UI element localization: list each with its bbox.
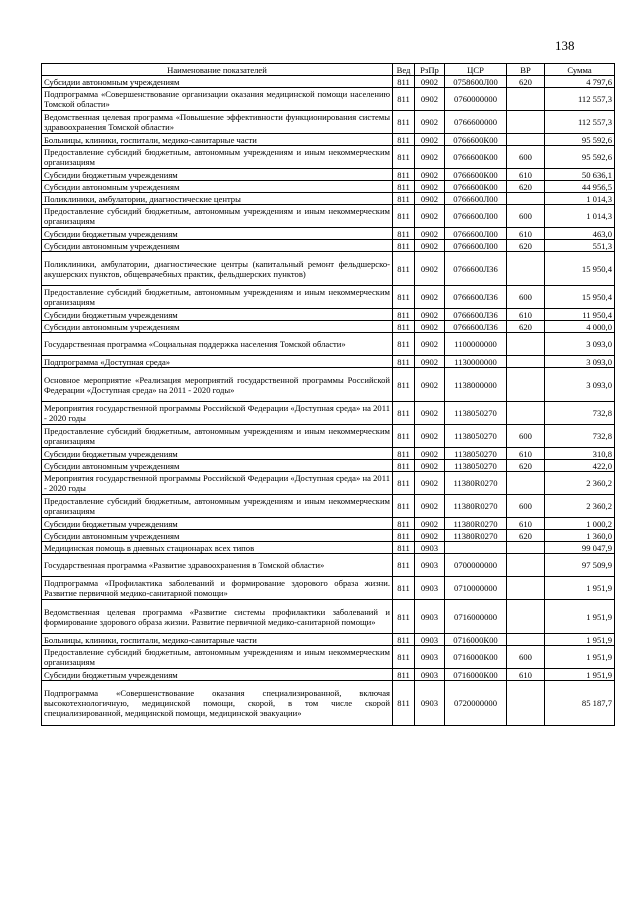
row-ved: 811: [393, 368, 415, 402]
row-sum: 3 093,0: [545, 356, 615, 368]
row-rzpr: 0903: [415, 681, 445, 726]
row-vr: [507, 577, 545, 600]
row-vr: 620: [507, 321, 545, 333]
row-rzpr: 0902: [415, 111, 445, 134]
row-name: Больницы, клиники, госпитали, медико-санитарные части: [42, 134, 393, 146]
row-sum: 15 950,4: [545, 286, 615, 309]
row-name: Подпрограмма «Совершенствование оказания специализированной, включая высокотехнологичную, медицинской помощи, скорой, в том числе скорой специализированной, медицинской помощи, медицинской эвакуации»: [42, 681, 393, 726]
row-name: Субсидии бюджетным учреждениям: [42, 169, 393, 181]
row-ved: 811: [393, 495, 415, 518]
row-rzpr: 0902: [415, 495, 445, 518]
row-vr: 620: [507, 240, 545, 252]
row-sum: 99 047,9: [545, 542, 615, 554]
row-name: Подпрограмма «Доступная среда»: [42, 356, 393, 368]
row-vr: 600: [507, 205, 545, 228]
row-sum: 112 557,3: [545, 88, 615, 111]
row-rzpr: 0902: [415, 240, 445, 252]
row-csr: 0716000000: [445, 600, 507, 634]
row-name: Государственная программа «Социальная поддержка населения Томской области»: [42, 333, 393, 356]
row-csr: 0766600Л36: [445, 309, 507, 321]
row-vr: [507, 111, 545, 134]
row-sum: 1 951,9: [545, 646, 615, 669]
header-name: Наименование показателей: [42, 64, 393, 76]
row-sum: 95 592,6: [545, 134, 615, 146]
row-sum: 2 360,2: [545, 472, 615, 495]
row-name: Медицинская помощь в дневных стационарах всех типов: [42, 542, 393, 554]
row-csr: 1138050270: [445, 448, 507, 460]
row-ved: 811: [393, 554, 415, 577]
row-sum: 1 951,9: [545, 634, 615, 646]
table-row: [42, 309, 615, 321]
row-sum: 15 950,4: [545, 252, 615, 286]
row-ved: 811: [393, 134, 415, 146]
row-csr: 0766600К00: [445, 146, 507, 169]
row-name: Больницы, клиники, госпитали, медико-санитарные части: [42, 634, 393, 646]
row-ved: 811: [393, 111, 415, 134]
row-csr: 11380R0270: [445, 472, 507, 495]
row-vr: [507, 634, 545, 646]
row-vr: 610: [507, 448, 545, 460]
row-csr: 0766600Л00: [445, 228, 507, 240]
row-rzpr: 0902: [415, 228, 445, 240]
row-name: Мероприятия государственной программы Российской Федерации «Доступная среда» на 2011 - 2020 годы: [42, 402, 393, 425]
row-sum: 44 956,5: [545, 181, 615, 193]
row-rzpr: 0902: [415, 169, 445, 181]
row-vr: 600: [507, 646, 545, 669]
header-ved: Вед: [393, 64, 415, 76]
row-csr: 0766600Л00: [445, 240, 507, 252]
row-csr: 0720000000: [445, 681, 507, 726]
table-row: [42, 252, 615, 286]
row-ved: 811: [393, 240, 415, 252]
row-sum: 3 093,0: [545, 333, 615, 356]
row-sum: 732,8: [545, 425, 615, 448]
row-csr: 0766600Л00: [445, 193, 507, 205]
table-row: [42, 146, 615, 169]
table-header-row: [42, 64, 615, 76]
row-ved: 811: [393, 169, 415, 181]
table-row: [42, 402, 615, 425]
row-name: Поликлиники, амбулатории, диагностические центры (капитальный ремонт фельдшерско-акушерских пунктов, общеврачебных практик, фельдшерских пунктов): [42, 252, 393, 286]
row-rzpr: 0903: [415, 542, 445, 554]
row-csr: 1100000000: [445, 333, 507, 356]
row-csr: 0766600К00: [445, 169, 507, 181]
row-ved: 811: [393, 681, 415, 726]
row-csr: 0766600К00: [445, 181, 507, 193]
table-row: [42, 321, 615, 333]
table-row: [42, 356, 615, 368]
row-vr: 610: [507, 518, 545, 530]
row-vr: 600: [507, 425, 545, 448]
table-row: [42, 495, 615, 518]
table-row: [42, 169, 615, 181]
row-vr: 600: [507, 286, 545, 309]
row-sum: 95 592,6: [545, 146, 615, 169]
row-rzpr: 0902: [415, 286, 445, 309]
row-sum: 422,0: [545, 460, 615, 472]
row-ved: 811: [393, 518, 415, 530]
row-vr: [507, 402, 545, 425]
row-sum: 310,8: [545, 448, 615, 460]
row-vr: 610: [507, 669, 545, 681]
table-row: [42, 634, 615, 646]
row-csr: 0766600Л36: [445, 286, 507, 309]
row-ved: 811: [393, 193, 415, 205]
row-ved: 811: [393, 634, 415, 646]
row-rzpr: 0902: [415, 309, 445, 321]
row-name: Предоставление субсидий бюджетным, автономным учреждениям и иным некоммерческим организациям: [42, 425, 393, 448]
table-row: [42, 228, 615, 240]
row-vr: [507, 472, 545, 495]
row-name: Субсидии бюджетным учреждениям: [42, 309, 393, 321]
row-rzpr: 0902: [415, 448, 445, 460]
table-row: [42, 448, 615, 460]
row-ved: 811: [393, 333, 415, 356]
row-name: Ведомственная целевая программа «Развитие системы профилактики заболеваний и формирование здорового образа жизни. Развитие первичной медико-санитарной помощи»: [42, 600, 393, 634]
row-csr: 11380R0270: [445, 530, 507, 542]
row-sum: 463,0: [545, 228, 615, 240]
row-rzpr: 0902: [415, 88, 445, 111]
table-row: [42, 542, 615, 554]
table-row: [42, 181, 615, 193]
row-csr: 0716000К00: [445, 634, 507, 646]
row-csr: 11380R0270: [445, 495, 507, 518]
row-vr: 610: [507, 169, 545, 181]
row-ved: 811: [393, 425, 415, 448]
row-sum: 4 797,6: [545, 76, 615, 88]
row-ved: 811: [393, 448, 415, 460]
row-rzpr: 0902: [415, 518, 445, 530]
table-row: [42, 530, 615, 542]
row-rzpr: 0902: [415, 460, 445, 472]
row-rzpr: 0903: [415, 646, 445, 669]
row-name: Субсидии автономным учреждениям: [42, 321, 393, 333]
row-csr: [445, 542, 507, 554]
row-csr: 0766600Л00: [445, 205, 507, 228]
row-name: Предоставление субсидий бюджетным, автономным учреждениям и иным некоммерческим организациям: [42, 495, 393, 518]
row-name: Субсидии бюджетным учреждениям: [42, 448, 393, 460]
row-name: Субсидии автономным учреждениям: [42, 530, 393, 542]
table-row: [42, 577, 615, 600]
table-row: [42, 193, 615, 205]
row-rzpr: 0902: [415, 134, 445, 146]
row-vr: 620: [507, 76, 545, 88]
row-rzpr: 0902: [415, 193, 445, 205]
row-rzpr: 0903: [415, 600, 445, 634]
row-vr: 620: [507, 460, 545, 472]
row-name: Поликлиники, амбулатории, диагностические центры: [42, 193, 393, 205]
table-row: [42, 518, 615, 530]
row-ved: 811: [393, 321, 415, 333]
row-sum: 732,8: [545, 402, 615, 425]
row-csr: 1138050270: [445, 460, 507, 472]
row-ved: 811: [393, 472, 415, 495]
header-rzpr: РзПр: [415, 64, 445, 76]
table-row: [42, 286, 615, 309]
row-sum: 1 014,3: [545, 193, 615, 205]
header-sum: Сумма: [545, 64, 615, 76]
row-vr: [507, 600, 545, 634]
row-sum: 85 187,7: [545, 681, 615, 726]
row-vr: 600: [507, 495, 545, 518]
row-csr: 0766600Л36: [445, 321, 507, 333]
row-ved: 811: [393, 600, 415, 634]
row-name: Субсидии бюджетным учреждениям: [42, 669, 393, 681]
row-name: Субсидии автономным учреждениям: [42, 76, 393, 88]
header-vr: ВР: [507, 64, 545, 76]
row-sum: 1 014,3: [545, 205, 615, 228]
row-name: Подпрограмма «Совершенствование организации оказания медицинской помощи населению Томской области»: [42, 88, 393, 111]
table-row: [42, 460, 615, 472]
row-csr: 1138050270: [445, 402, 507, 425]
row-name: Предоставление субсидий бюджетным, автономным учреждениям и иным некоммерческим организациям: [42, 646, 393, 669]
row-sum: 50 636,1: [545, 169, 615, 181]
row-vr: [507, 542, 545, 554]
row-name: Предоставление субсидий бюджетным, автономным учреждениям и иным некоммерческим организациям: [42, 205, 393, 228]
row-ved: 811: [393, 542, 415, 554]
row-csr: 0766600000: [445, 111, 507, 134]
row-sum: 1 000,2: [545, 518, 615, 530]
row-vr: 600: [507, 146, 545, 169]
row-rzpr: 0902: [415, 425, 445, 448]
table-row: [42, 554, 615, 577]
row-ved: 811: [393, 252, 415, 286]
row-name: Предоставление субсидий бюджетным, автономным учреждениям и иным некоммерческим организациям: [42, 286, 393, 309]
row-rzpr: 0902: [415, 205, 445, 228]
row-name: Субсидии автономным учреждениям: [42, 181, 393, 193]
row-sum: 551,3: [545, 240, 615, 252]
row-ved: 811: [393, 402, 415, 425]
row-rzpr: 0902: [415, 530, 445, 542]
row-vr: 620: [507, 530, 545, 542]
row-csr: 0716000К00: [445, 646, 507, 669]
row-rzpr: 0902: [415, 472, 445, 495]
row-rzpr: 0902: [415, 321, 445, 333]
table-body: [42, 76, 615, 726]
page-number: 138: [555, 38, 575, 53]
row-ved: 811: [393, 460, 415, 472]
row-ved: 811: [393, 669, 415, 681]
table-row: [42, 134, 615, 146]
row-rzpr: 0903: [415, 554, 445, 577]
row-sum: 11 950,4: [545, 309, 615, 321]
table-row: [42, 88, 615, 111]
row-name: Субсидии бюджетным учреждениям: [42, 518, 393, 530]
row-vr: 620: [507, 181, 545, 193]
row-ved: 811: [393, 286, 415, 309]
row-vr: [507, 681, 545, 726]
row-sum: 1 951,9: [545, 577, 615, 600]
row-sum: 97 509,9: [545, 554, 615, 577]
row-vr: 610: [507, 309, 545, 321]
row-ved: 811: [393, 205, 415, 228]
table-row: [42, 425, 615, 448]
row-ved: 811: [393, 646, 415, 669]
row-csr: 0760000000: [445, 88, 507, 111]
table-row: [42, 600, 615, 634]
row-sum: 2 360,2: [545, 495, 615, 518]
row-rzpr: 0902: [415, 181, 445, 193]
row-ved: 811: [393, 309, 415, 321]
row-rzpr: 0902: [415, 402, 445, 425]
row-name: Ведомственная целевая программа «Повышение эффективности функционирования системы здравоохранения Томской области»: [42, 111, 393, 134]
table-row: [42, 76, 615, 88]
table-row: [42, 205, 615, 228]
row-csr: 0758600Л00: [445, 76, 507, 88]
row-name: Подпрограмма «Профилактика заболеваний и формирование здорового образа жизни. Развитие первичной медико-санитарной помощи»: [42, 577, 393, 600]
row-csr: 0700000000: [445, 554, 507, 577]
table-row: [42, 646, 615, 669]
table-row: [42, 472, 615, 495]
row-name: Субсидии бюджетным учреждениям: [42, 228, 393, 240]
table-row: [42, 333, 615, 356]
row-name: Субсидии автономным учреждениям: [42, 240, 393, 252]
table-row: [42, 368, 615, 402]
row-ved: 811: [393, 228, 415, 240]
row-csr: 1138000000: [445, 368, 507, 402]
row-ved: 811: [393, 530, 415, 542]
row-vr: [507, 554, 545, 577]
row-rzpr: 0902: [415, 333, 445, 356]
table-row: [42, 669, 615, 681]
row-csr: 1138050270: [445, 425, 507, 448]
row-rzpr: 0903: [415, 669, 445, 681]
row-sum: 1 951,9: [545, 669, 615, 681]
row-sum: 3 093,0: [545, 368, 615, 402]
header-csr: ЦСР: [445, 64, 507, 76]
budget-table: [41, 63, 615, 726]
row-csr: 1130000000: [445, 356, 507, 368]
table-row: [42, 681, 615, 726]
row-csr: 0766600Л36: [445, 252, 507, 286]
row-rzpr: 0902: [415, 368, 445, 402]
row-name: Предоставление субсидий бюджетным, автономным учреждениям и иным некоммерческим организациям: [42, 146, 393, 169]
row-ved: 811: [393, 88, 415, 111]
table-row: [42, 111, 615, 134]
row-rzpr: 0903: [415, 577, 445, 600]
row-vr: [507, 356, 545, 368]
row-rzpr: 0902: [415, 76, 445, 88]
row-sum: 4 000,0: [545, 321, 615, 333]
row-ved: 811: [393, 356, 415, 368]
row-ved: 811: [393, 146, 415, 169]
row-vr: [507, 252, 545, 286]
row-csr: 11380R0270: [445, 518, 507, 530]
row-rzpr: 0903: [415, 634, 445, 646]
row-rzpr: 0902: [415, 356, 445, 368]
row-name: Субсидии автономным учреждениям: [42, 460, 393, 472]
row-vr: [507, 333, 545, 356]
row-csr: 0710000000: [445, 577, 507, 600]
row-csr: 0716000К00: [445, 669, 507, 681]
row-name: Основное мероприятие «Реализация мероприятий государственной программы Российской Федерации «Доступная среда» на 2011 - 2020 годы»: [42, 368, 393, 402]
row-name: Государственная программа «Развитие здравоохранения в Томской области»: [42, 554, 393, 577]
row-name: Мероприятия государственной программы Российской Федерации «Доступная среда» на 2011 - 2020 годы: [42, 472, 393, 495]
row-vr: [507, 134, 545, 146]
table-row: [42, 240, 615, 252]
row-vr: [507, 368, 545, 402]
row-vr: 610: [507, 228, 545, 240]
row-ved: 811: [393, 76, 415, 88]
row-vr: [507, 193, 545, 205]
row-rzpr: 0902: [415, 252, 445, 286]
row-ved: 811: [393, 181, 415, 193]
row-rzpr: 0902: [415, 146, 445, 169]
row-ved: 811: [393, 577, 415, 600]
row-sum: 112 557,3: [545, 111, 615, 134]
row-csr: 0766600К00: [445, 134, 507, 146]
row-sum: 1 360,0: [545, 530, 615, 542]
row-vr: [507, 88, 545, 111]
row-sum: 1 951,9: [545, 600, 615, 634]
